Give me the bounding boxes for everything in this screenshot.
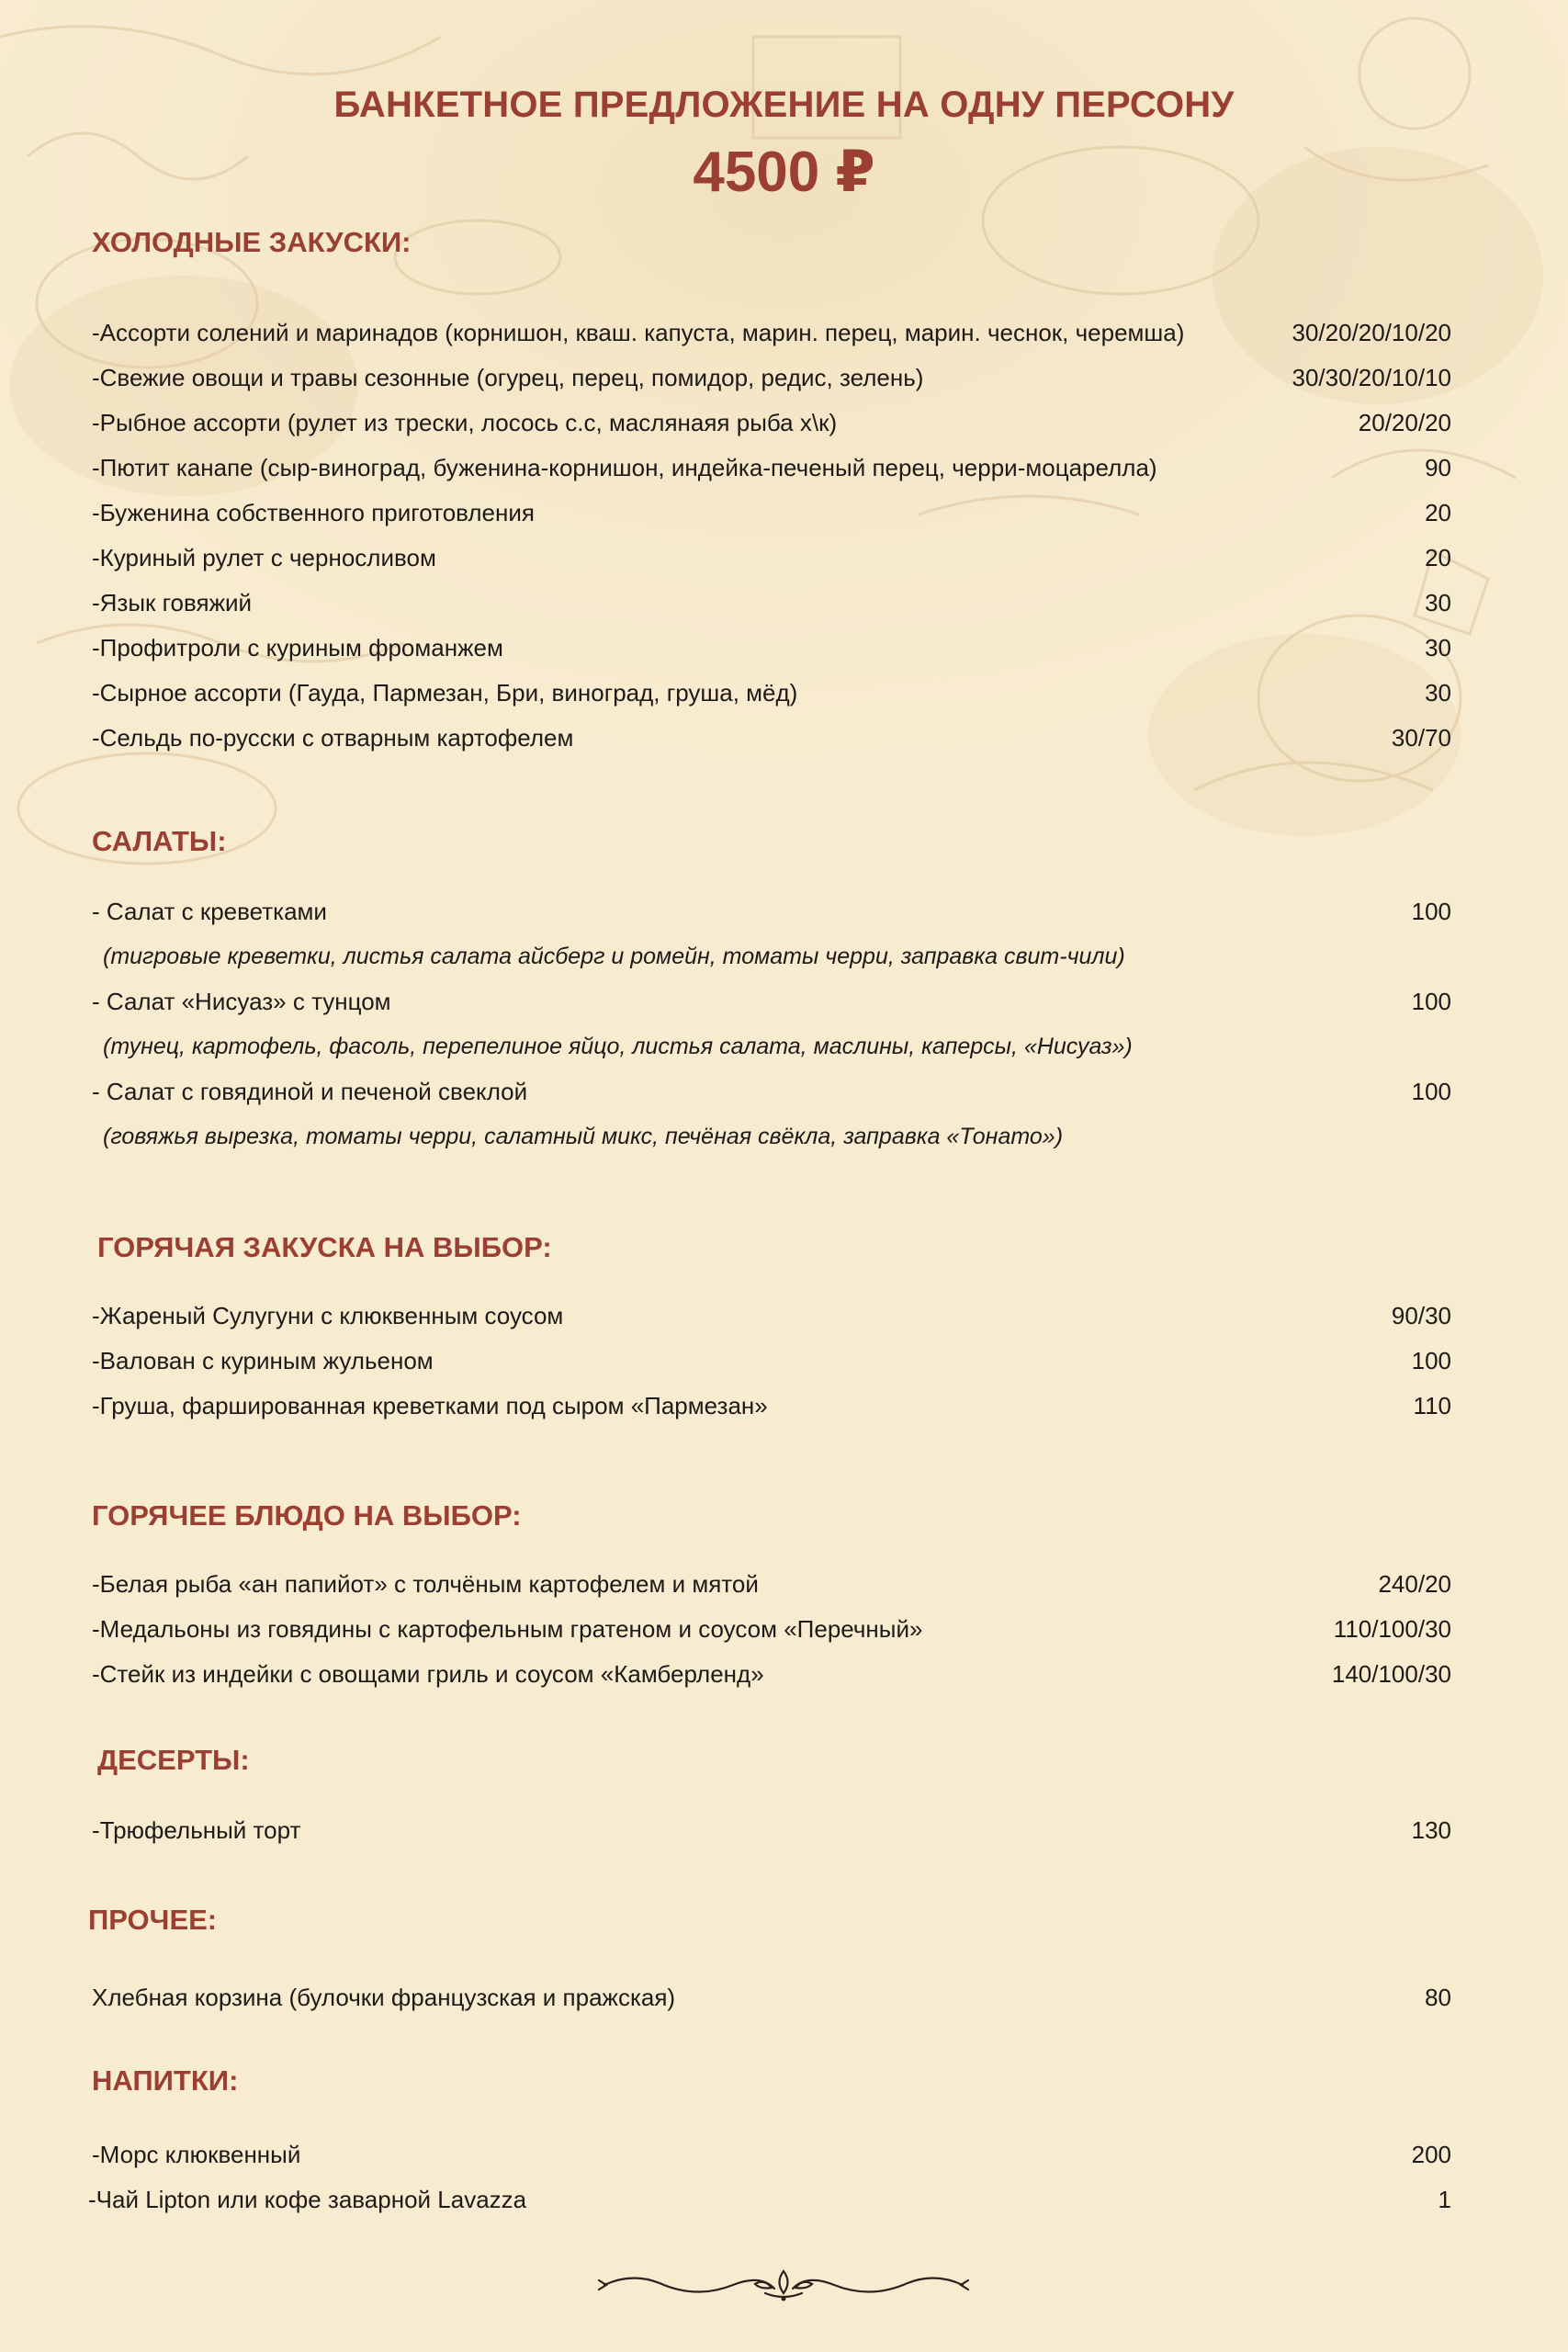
item-weight: 90 — [1425, 454, 1451, 481]
menu-item — [92, 1808, 1451, 1853]
item-description: (тигровые креветки, листья салата айсберг и ромейн, томаты черри, заправка свит-чили) — [103, 944, 1125, 969]
item-name: Хлебная корзина (булочки французская и пражская) — [92, 1984, 676, 2011]
menu-item — [92, 1294, 1451, 1339]
item-weight: 30 — [1425, 634, 1451, 662]
item-weight: 200 — [1411, 2141, 1451, 2168]
menu-item — [92, 671, 1451, 716]
item-list — [92, 311, 1451, 761]
item-weight: 140/100/30 — [1331, 1660, 1451, 1688]
item-description: (говяжья вырезка, томаты черри, салатный микс, печёная свёкла, заправка «Тонато») — [103, 1124, 1064, 1149]
item-weight: 1 — [1438, 2186, 1451, 2213]
item-weight: 30/20/20/10/20 — [1292, 319, 1451, 346]
item-list — [92, 1808, 1451, 1853]
item-name: -Груша, фаршированная креветками под сыром «Пармезан» — [92, 1392, 768, 1419]
item-weight: 100 — [1411, 1347, 1451, 1374]
menu-item — [88, 2177, 1451, 2222]
item-weight: 100 — [1411, 898, 1451, 925]
menu-item — [92, 1339, 1451, 1384]
item-weight: 30/70 — [1391, 724, 1451, 752]
menu-item — [92, 979, 1451, 1024]
section-salads — [92, 823, 1451, 1159]
item-weight: 100 — [1411, 1078, 1451, 1105]
item-name: -Свежие овощи и травы сезонные (огурец, перец, помидор, редис, зелень) — [92, 364, 924, 391]
section-drinks — [88, 2063, 1451, 2222]
item-weight: 90/30 — [1391, 1302, 1451, 1329]
menu-item — [92, 1975, 1451, 2020]
menu-title: БАНКЕТНОЕ ПРЕДЛОЖЕНИЕ НА ОДНУ ПЕРСОНУ — [333, 85, 1235, 125]
item-name: -Ассорти солений и маринадов (корнишон, кваш. капуста, марин. перец, марин. чеснок, черемша) — [92, 319, 1185, 346]
section-other — [88, 1902, 1451, 2020]
item-name: -Белая рыба «ан папийот» с толчёным картофелем и мятой — [92, 1570, 759, 1598]
item-weight: 110 — [1413, 1392, 1451, 1419]
item-name: -Пютит канапе (сыр-виноград, буженина-корнишон, индейка-печеный перец, черри-моцарелла) — [92, 454, 1157, 481]
item-list — [92, 1975, 1451, 2020]
menu-item — [92, 1607, 1451, 1652]
menu-item — [92, 716, 1451, 761]
item-name: -Буженина собственного приготовления — [92, 499, 535, 526]
section-heading: ГОРЯЧАЯ ЗАКУСКА НА ВЫБОР: — [97, 1231, 552, 1263]
item-name: -Трюфельный торт — [92, 1816, 301, 1844]
item-weight: 80 — [1425, 1984, 1451, 2011]
section-hot-starter — [92, 1229, 1451, 1429]
item-name: -Сельдь по-русски с отварным картофелем — [92, 724, 574, 752]
item-list — [92, 1294, 1451, 1429]
item-name: -Медальоны из говядины с картофельным гратеном и соусом «Перечный» — [92, 1615, 923, 1643]
item-name: - Салат «Нисуаз» с тунцом — [92, 988, 391, 1015]
menu-price: 4500 ₽ — [693, 141, 875, 204]
item-weight: 30 — [1425, 589, 1451, 616]
section-heading: ГОРЯЧЕЕ БЛЮДО НА ВЫБОР: — [92, 1499, 522, 1532]
item-name: -Валован с куриным жульеном — [92, 1347, 434, 1374]
item-name: -Чай Lipton или кофе заварной Lavazza — [88, 2186, 527, 2213]
menu-item — [92, 536, 1451, 581]
menu-item — [92, 2132, 1451, 2177]
item-name: -Куриный рулет с черносливом — [92, 544, 436, 571]
item-name: -Язык говяжий — [92, 589, 253, 616]
menu-item — [92, 1562, 1451, 1607]
section-cold-starters — [92, 224, 1451, 761]
menu-item — [92, 311, 1451, 356]
item-weight: 30 — [1425, 679, 1451, 707]
item-weight: 110/100/30 — [1333, 1615, 1451, 1643]
item-weight: 20 — [1425, 544, 1451, 571]
item-name: -Рыбное ассорти (рулет из трески, лосось с.с, маслянаяя рыба х\к) — [92, 409, 838, 436]
section-desserts — [92, 1742, 1451, 1853]
section-hot-main — [92, 1498, 1451, 1697]
item-list — [88, 2132, 1451, 2222]
section-heading: ПРОЧЕЕ: — [88, 1904, 218, 1936]
item-description: (тунец, картофель, фасоль, перепелиное яйцо, листья салата, маслины, каперсы, «Нисуаз») — [103, 1034, 1133, 1059]
item-name: -Морс клюквенный — [92, 2141, 301, 2168]
item-name: - Салат с креветками — [92, 898, 327, 925]
item-name: -Сырное ассорти (Гауда, Пармезан, Бри, виноград, груша, мёд) — [92, 679, 798, 707]
item-name: -Стейк из индейки с овощами гриль и соусом «Камберленд» — [92, 1660, 764, 1688]
menu-item — [92, 1069, 1451, 1114]
section-heading: ДЕСЕРТЫ: — [97, 1744, 250, 1776]
menu-item — [92, 1384, 1451, 1429]
item-name: -Профитроли с куриным фроманжем — [92, 634, 503, 662]
menu-item — [92, 491, 1451, 536]
menu-item — [92, 626, 1451, 671]
item-weight: 100 — [1411, 988, 1451, 1015]
menu-item — [92, 889, 1451, 934]
item-name: - Салат с говядиной и печеной свеклой — [92, 1078, 528, 1105]
menu-item — [92, 581, 1451, 626]
item-weight: 240/20 — [1378, 1570, 1451, 1598]
item-weight: 30/30/20/10/10 — [1292, 364, 1451, 391]
item-list — [92, 1562, 1451, 1697]
item-weight: 130 — [1411, 1816, 1451, 1844]
item-weight: 20 — [1425, 499, 1451, 526]
menu-item — [92, 446, 1451, 491]
item-name: -Жареный Сулугуни с клюквенным соусом — [92, 1302, 564, 1329]
item-weight: 20/20/20 — [1358, 409, 1451, 436]
menu-item — [92, 356, 1451, 401]
item-list — [92, 889, 1451, 1159]
menu-item — [92, 1652, 1451, 1697]
section-heading: НАПИТКИ: — [92, 2064, 239, 2097]
menu-item — [92, 401, 1451, 446]
section-heading: САЛАТЫ: — [92, 825, 227, 857]
section-heading: ХОЛОДНЫЕ ЗАКУСКИ: — [92, 226, 412, 258]
flourish-divider-icon — [595, 2262, 972, 2308]
